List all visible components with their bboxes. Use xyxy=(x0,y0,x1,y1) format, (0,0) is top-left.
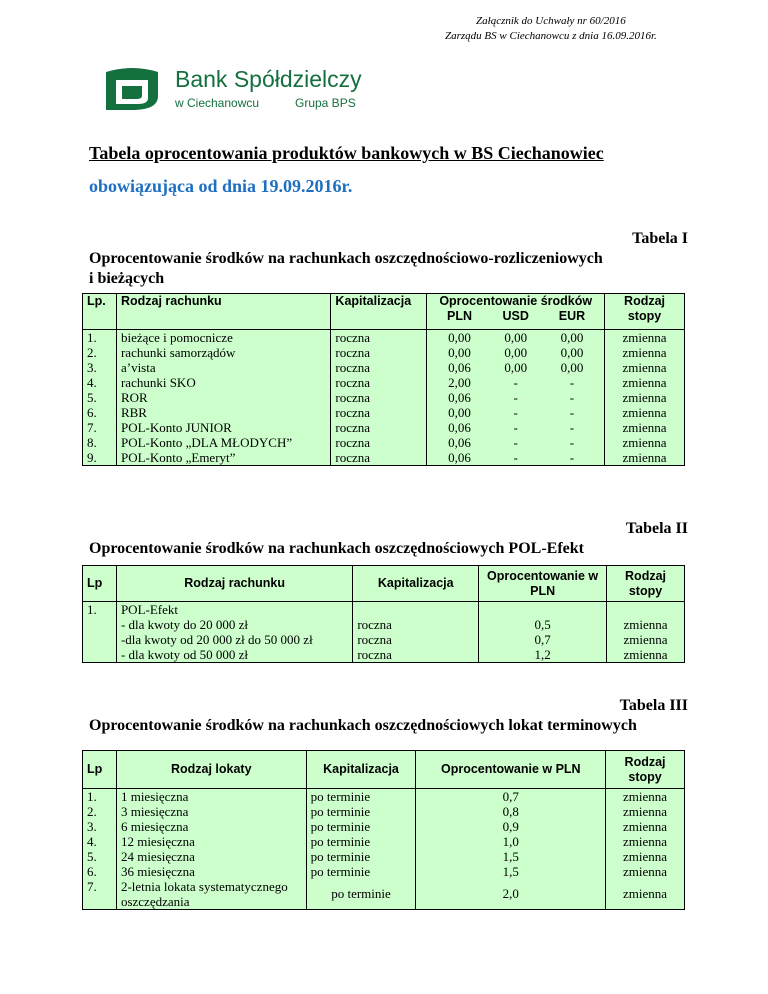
table-cell: zmienna xyxy=(622,450,667,465)
table-cell: roczna xyxy=(335,420,371,435)
table-cell: zmienna xyxy=(622,420,667,435)
table-cell: zmienna xyxy=(623,886,668,901)
table-cell: roczna xyxy=(335,390,371,405)
table1-header-lp: Lp. xyxy=(83,294,117,330)
attachment-note-line1: Załącznik do Uchwały nr 60/2016 xyxy=(476,15,626,27)
table1-header-kind-line1: Rodzaj xyxy=(624,294,666,308)
table-cell: zmienna xyxy=(623,834,668,849)
table-cell: 4. xyxy=(87,834,97,849)
table1-kind-column xyxy=(605,330,685,466)
table-cell: RBR xyxy=(120,405,147,420)
table-cell: rachunki SKO xyxy=(120,375,196,390)
bank-location: w Ciechanowcu xyxy=(175,96,260,110)
table-cell: 1. xyxy=(87,789,97,804)
table-cell: - xyxy=(569,390,575,405)
table2-lp-cell: 1. xyxy=(83,602,117,663)
table-cell: po terminie xyxy=(310,849,371,864)
table1-lp-column xyxy=(83,330,117,466)
table2-kind-cell xyxy=(607,602,685,663)
table1-type-column xyxy=(116,330,330,466)
table-cell: rachunki samorządów xyxy=(120,345,236,360)
table-cell: zmienna xyxy=(623,647,668,662)
table-cell: zmienna xyxy=(623,819,668,834)
table-cell: po terminie xyxy=(310,864,371,879)
table-cell: roczna xyxy=(335,405,371,420)
table-cell: zmienna xyxy=(622,330,667,345)
table-cell: 5. xyxy=(87,849,97,864)
table-cell: 2,0 xyxy=(502,886,519,901)
table2-header-row xyxy=(83,566,685,602)
table1-heading xyxy=(89,249,603,289)
table3-cap-column xyxy=(306,789,416,910)
table1-rate-column xyxy=(427,330,605,466)
table1-header-row xyxy=(83,294,685,330)
bank-logo xyxy=(100,66,380,114)
table-cell: 2,00 xyxy=(448,375,471,390)
table1 xyxy=(82,293,685,466)
table2-header-lp: Lp xyxy=(83,566,117,602)
table1-heading-line1: Oprocentowanie środków na rachunkach oszczędnościowo-rozliczeniowych xyxy=(89,250,603,267)
table-cell: - xyxy=(513,390,518,405)
table3-rate-column xyxy=(416,789,606,910)
table-cell: 0,9 xyxy=(502,819,519,834)
table-cell: 0,06 xyxy=(448,390,471,405)
table3-header-kind xyxy=(606,751,685,789)
table-cell: 0,06 xyxy=(448,450,471,465)
table2-body-row xyxy=(83,602,685,663)
table-cell: 5. xyxy=(87,390,97,405)
table2-header-kind-line2: stopy xyxy=(628,583,663,598)
table-cell: 0,00 xyxy=(504,330,528,345)
table-cell: zmienna xyxy=(622,435,667,450)
table-cell: - xyxy=(513,450,518,465)
table-cell: po terminie xyxy=(310,819,371,834)
table-cell: zmienna xyxy=(623,789,668,804)
table-cell: 0,7 xyxy=(534,632,551,647)
table3-header-type: Rodzaj lokaty xyxy=(116,751,306,789)
table2-header-rate-line1: Oprocentowanie w xyxy=(487,568,599,583)
table-cell: 1 miesięczna xyxy=(120,789,189,804)
table2-header-rate xyxy=(479,566,607,602)
table-cell: 0,00 xyxy=(448,345,471,360)
table-cell: 0,06 xyxy=(448,360,471,375)
table1-heading-line2: i bieżących xyxy=(89,270,165,287)
table-cell: - xyxy=(513,420,518,435)
table1-header-kind xyxy=(605,294,685,330)
table-cell: po terminie xyxy=(310,834,371,849)
table-cell: 4. xyxy=(87,375,97,390)
table-cell: roczna xyxy=(357,647,392,662)
table-cell: zmienna xyxy=(623,804,668,819)
attachment-note xyxy=(445,14,657,44)
table-cell: POL-Konto „DLA MŁODYCH” xyxy=(120,435,293,450)
table-cell: a’vista xyxy=(120,360,156,375)
table-cell: -dla kwoty od 20 000 zł do 50 000 zł xyxy=(120,632,313,647)
table1-header-cap: Kapitalizacja xyxy=(331,294,427,330)
table-cell: 8. xyxy=(87,435,97,450)
table-cell: 3 miesięczna xyxy=(120,804,189,819)
table2-label: Tabela II xyxy=(625,520,688,537)
table-cell: 0,5 xyxy=(534,617,551,632)
table-cell: 6. xyxy=(87,405,97,420)
table-cell: roczna xyxy=(335,345,371,360)
table2-rate-cell xyxy=(479,602,607,663)
table-cell: zmienna xyxy=(623,617,668,632)
table-cell: zmienna xyxy=(623,849,668,864)
table2-header-type: Rodzaj rachunku xyxy=(116,566,352,602)
table-cell: - dla kwoty od 50 000 zł xyxy=(120,647,249,662)
table3-type-column xyxy=(116,789,306,910)
table3-header-kind-line1: Rodzaj xyxy=(624,754,666,769)
bank-logo-icon xyxy=(100,66,164,112)
table3 xyxy=(82,750,685,910)
table-cell: 0,06 xyxy=(448,435,471,450)
table-cell: 9. xyxy=(87,450,97,465)
table-cell: 1. xyxy=(87,330,97,345)
table-cell: 36 miesięczna xyxy=(120,864,195,879)
table-cell: zmienna xyxy=(622,390,667,405)
table-cell: po terminie xyxy=(310,804,371,819)
table-cell: oszczędzania xyxy=(120,894,190,909)
table-cell: roczna xyxy=(335,360,371,375)
table-cell: bieżące i pomocnicze xyxy=(120,330,233,345)
document-effective-date: obowiązująca od dnia 19.09.2016r. xyxy=(89,176,353,196)
table1-header-eur: EUR xyxy=(558,309,586,323)
bank-name: Bank Spółdzielczy xyxy=(175,66,362,92)
table-cell: ROR xyxy=(120,390,148,405)
table-cell: 0,06 xyxy=(448,420,471,435)
table-cell: - xyxy=(513,405,518,420)
table3-header-lp: Lp xyxy=(83,751,117,789)
table-cell: 0,00 xyxy=(504,345,528,360)
table2-heading: Oprocentowanie środków na rachunkach oszczędnościowych POL-Efekt xyxy=(89,540,584,557)
table-cell: - xyxy=(569,450,575,465)
table1-header-rate xyxy=(427,294,605,330)
table2-cap-cell xyxy=(353,602,479,663)
table-cell: roczna xyxy=(335,435,371,450)
table1-body-row xyxy=(83,330,685,466)
table-cell: 0,00 xyxy=(560,345,584,360)
table1-label: Tabela I xyxy=(632,230,688,247)
table-cell: 0,00 xyxy=(560,330,584,345)
attachment-note-line2: Zarządu BS w Ciechanowcu z dnia 16.09.2016r. xyxy=(445,30,657,42)
table-cell: zmienna xyxy=(622,345,667,360)
table-cell: roczna xyxy=(357,617,392,632)
table-cell: 0,00 xyxy=(448,405,471,420)
table1-header-kind-line2: stopy xyxy=(627,309,662,323)
table2-header-cap: Kapitalizacja xyxy=(353,566,479,602)
table-cell: zmienna xyxy=(623,864,668,879)
table-cell: 24 miesięczna xyxy=(120,849,195,864)
table-cell: 7. xyxy=(87,420,97,435)
table3-header-row xyxy=(83,751,685,789)
table-cell: 1,2 xyxy=(534,647,551,662)
table2-header-kind xyxy=(607,566,685,602)
table-cell: 1,5 xyxy=(502,864,519,879)
table-cell: 0,00 xyxy=(448,330,471,345)
bank-group: Grupa BPS xyxy=(295,96,356,110)
table-cell: 0,8 xyxy=(502,804,519,819)
table3-kind-column xyxy=(606,789,685,910)
table-cell: - xyxy=(569,405,575,420)
table-cell: 6 miesięczna xyxy=(120,819,189,834)
table3-lp-column xyxy=(83,789,117,910)
table3-header-rate: Oprocentowanie w PLN xyxy=(416,751,606,789)
table3-header-cap: Kapitalizacja xyxy=(306,751,416,789)
table1-cap-column xyxy=(331,330,427,466)
table2-type-cell xyxy=(116,602,352,663)
table-cell: 2-letnia lokata systematycznego xyxy=(120,879,288,894)
table-cell: - xyxy=(569,375,575,390)
table1-header-usd: USD xyxy=(502,309,529,323)
table2-header-kind-line1: Rodzaj xyxy=(625,568,667,583)
table-cell: 3. xyxy=(87,360,97,375)
table-cell: roczna xyxy=(335,450,371,465)
table-cell: 7. xyxy=(87,879,97,894)
table-cell: 2. xyxy=(87,804,97,819)
table1-header-type: Rodzaj rachunku xyxy=(116,294,330,330)
table3-header-kind-line2: stopy xyxy=(628,769,662,784)
table-cell: zmienna xyxy=(622,375,667,390)
table-cell: zmienna xyxy=(622,405,667,420)
document-title: Tabela oprocentowania produktów bankowych w BS Ciechanowiec xyxy=(89,143,604,163)
table-cell: 2. xyxy=(87,345,97,360)
table-cell: po terminie xyxy=(310,789,371,804)
table2 xyxy=(82,565,685,663)
table-cell: POL-Konto JUNIOR xyxy=(120,420,232,435)
table-cell: POL-Konto „Emeryt” xyxy=(120,450,236,465)
table-cell: zmienna xyxy=(622,360,667,375)
table-cell: 1,5 xyxy=(502,849,519,864)
table-cell: 12 miesięczna xyxy=(120,834,195,849)
table-cell: - xyxy=(513,375,518,390)
table-cell: zmienna xyxy=(623,632,668,647)
table1-header-pln: PLN xyxy=(446,309,472,323)
table-cell: 0,7 xyxy=(502,789,519,804)
table3-heading: Oprocentowanie środków na rachunkach oszczędnościowych lokat terminowych xyxy=(89,717,637,734)
table-cell: roczna xyxy=(335,375,371,390)
table-cell: roczna xyxy=(357,632,392,647)
table-cell: 3. xyxy=(87,819,97,834)
table-cell: - dla kwoty do 20 000 zł xyxy=(120,617,249,632)
table-cell: 0,00 xyxy=(504,360,528,375)
table-cell: po terminie xyxy=(331,886,391,901)
table-cell: roczna xyxy=(335,330,371,345)
table2-header-rate-line2: PLN xyxy=(530,583,556,598)
table-cell: 0,00 xyxy=(560,360,584,375)
table-cell: - xyxy=(569,435,575,450)
table-cell: 6. xyxy=(87,864,97,879)
table-cell: - xyxy=(569,420,575,435)
table-cell: 1,0 xyxy=(502,834,519,849)
table3-body-row xyxy=(83,789,685,910)
table1-header-rate-title: Oprocentowanie środków xyxy=(439,294,593,308)
table-cell: POL-Efekt xyxy=(120,602,178,617)
table-cell: - xyxy=(513,435,518,450)
table3-label: Tabela III xyxy=(619,697,688,714)
